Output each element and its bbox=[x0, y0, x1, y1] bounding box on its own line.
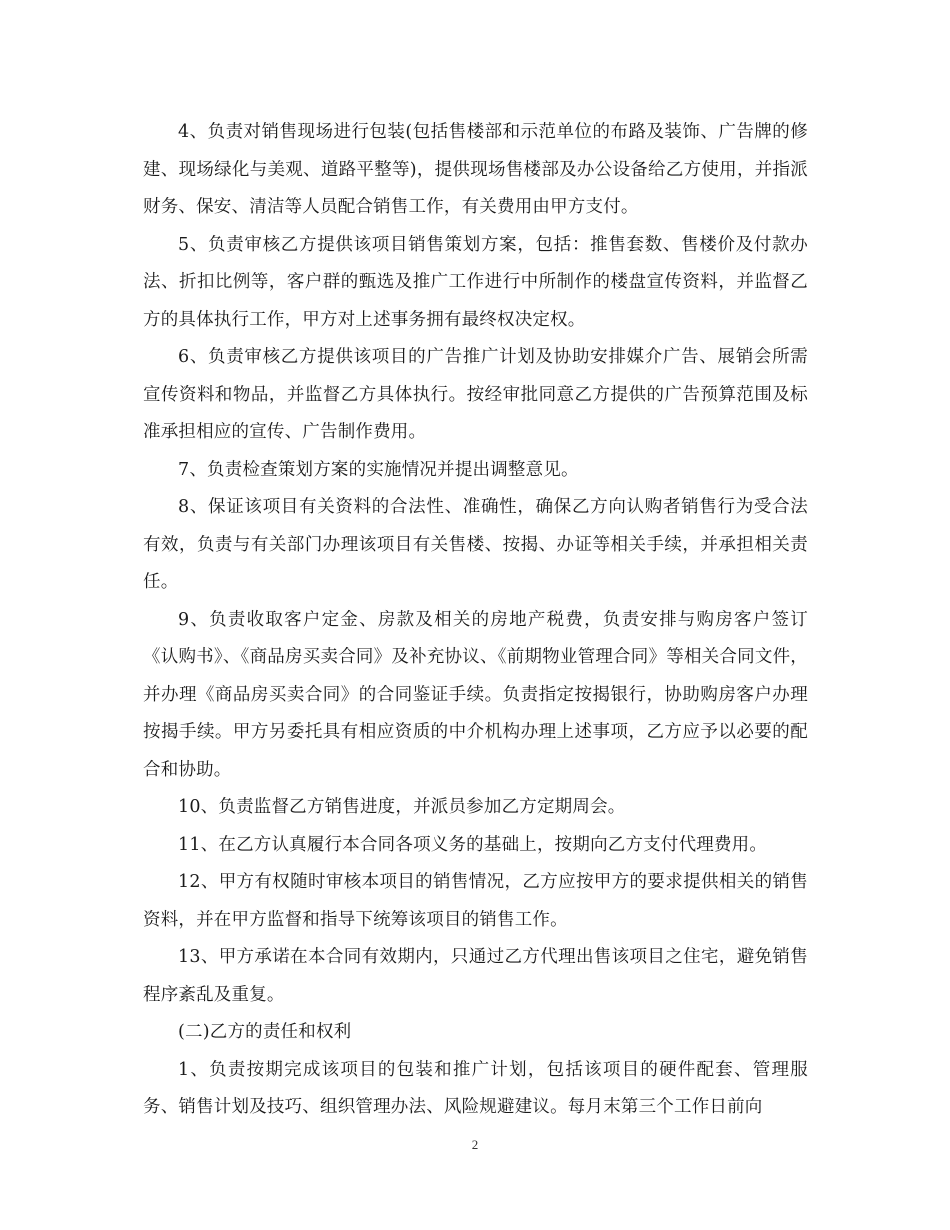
page-number: 2 bbox=[471, 1137, 479, 1152]
document-body bbox=[143, 114, 808, 1127]
paragraph-item-b1: 1、负责按期完成该项目的包装和推广计划，包括该项目的硬件配套、管理服务、销售计划及技巧、组织管理办法、风险规避建议。每月末第三个工作日前向 bbox=[143, 1059, 808, 1117]
paragraph-item-8: 8、保证该项目有关资料的合法性、准确性，确保乙方向认购者销售行为受合法有效，负责与有关部门办理该项目有关售楼、按揭、办证等相关手续，并承担相关责任。 bbox=[143, 497, 808, 592]
paragraph-item-13: 13、甲方承诺在本合同有效期内，只通过乙方代理出售该项目之住宅，避免销售程序紊乱及重复。 bbox=[143, 947, 808, 1005]
paragraph-item-7: 7、负责检查策划方案的实施情况并提出调整意见。 bbox=[178, 459, 579, 480]
paragraph-item-5: 5、负责审核乙方提供该项目销售策划方案，包括：推售套数、售楼价及付款办法、折扣比例等，客户群的甄选及推广工作进行中所制作的楼盘宣传资料，并监督乙方的具体执行工作，甲方对上述事务拥有最终权决定权。 bbox=[143, 234, 808, 330]
section-heading-party-b-duties: (二)乙方的责任和权利 bbox=[178, 1022, 352, 1042]
paragraph-item-10: 10、负责监督乙方销售进度，并派员参加乙方定期周会。 bbox=[178, 797, 626, 817]
paragraph-item-11: 11、在乙方认真履行本合同各项义务的基础上，按期向乙方支付代理费用。 bbox=[178, 834, 768, 855]
paragraph-item-12: 12、甲方有权随时审核本项目的销售情况，乙方应按甲方的要求提供相关的销售资料，并在甲方监督和指导下统筹该项目的销售工作。 bbox=[143, 872, 808, 930]
paragraph-item-4: 4、负责对销售现场进行包装(包括售楼部和示范单位的布路及装饰、广告牌的修建、现场绿化与美观、道路平整等)，提供现场售楼部及办公设备给乙方使用，并指派财务、保安、清洁等人员配合销售工作，有关费用由甲方支付。 bbox=[143, 122, 808, 217]
paragraph-item-9: 9、负责收取客户定金、房款及相关的房地产税费，负责安排与购房客户签订《认购书》、《商品房买卖合同》及补充协议、《前期物业管理合同》等相关合同文件，并办理《商品房买卖合同》的合同鉴证手续。负责指定按揭银行，协助购房客户办理按揭手续。甲方另委托具有相应资质的中介机构办理上述事项，乙方应予以必要的配合和协助。 bbox=[143, 609, 808, 780]
paragraph-item-6: 6、负责审核乙方提供该项目的广告推广计划及协助安排媒介广告、展销会所需宣传资料和物品，并监督乙方具体执行。按经审批同意乙方提供的广告预算范围及标准承担相应的宣传、广告制作费用。 bbox=[143, 347, 808, 442]
